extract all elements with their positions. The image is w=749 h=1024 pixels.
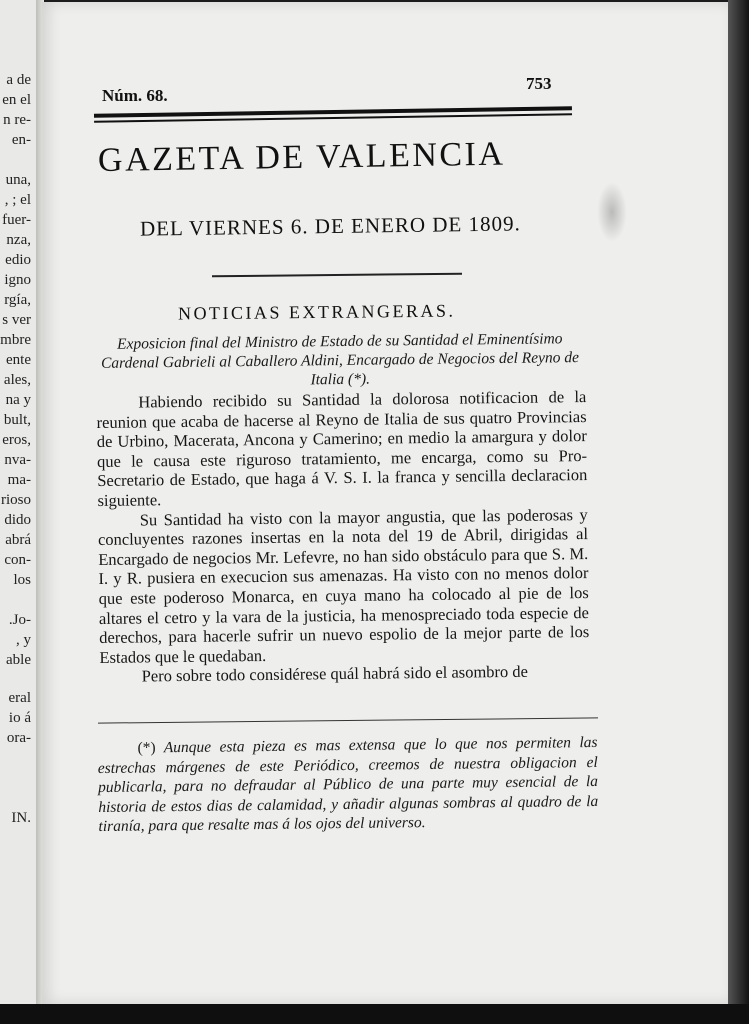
previous-page-text-fragment: ora-: [6, 730, 31, 746]
previous-page-edge: [0, 0, 39, 1012]
previous-page-text-fragment: rgía,: [4, 292, 31, 308]
previous-page-text-fragment: con-: [4, 552, 31, 568]
previous-page-text-fragment: eral: [8, 690, 31, 706]
footnote-text: Aunque esta pieza es mas extensa que lo que nos permiten las estrechas márgenes de este Periódico, creemos de nuestra obligacion el publicarla, para no defraudar al Público de una parte muy esencial de la historia de estos dias de calamidad, y añadir algunas sombras al quadro de la tiranía, para que resalte mas á los ojos del universo.: [97, 733, 599, 836]
newspaper-page: [42, 2, 728, 1004]
footnote: [97, 733, 598, 837]
header-rule: [94, 106, 572, 123]
previous-page-text-fragment: IN.: [11, 810, 31, 826]
previous-page-text-fragment: ente: [6, 352, 31, 368]
section-title: NOTICIAS EXTRANGERAS.: [177, 300, 456, 324]
previous-page-text-fragment: s ver: [2, 312, 31, 328]
scan-border-right: [728, 0, 749, 1024]
previous-page-text-fragment: .Jo-: [8, 612, 31, 628]
issue-number: Núm. 68.: [102, 86, 168, 105]
previous-page-text-fragment: dido: [4, 512, 31, 528]
previous-page-text-fragment: able: [6, 652, 31, 668]
article-body: [96, 387, 590, 687]
previous-page-text-fragment: , ; el: [4, 192, 31, 208]
previous-page-text-fragment: a de: [6, 72, 31, 88]
previous-page-text-fragment: fuer-: [2, 212, 31, 228]
previous-page-text-fragment: bult,: [3, 412, 31, 428]
previous-page-text-fragment: io á: [8, 710, 31, 726]
previous-page-text-fragment: los: [13, 572, 31, 588]
previous-page-text-fragment: eros,: [2, 432, 31, 448]
masthead-title: GAZETA DE VALENCIA: [97, 135, 506, 179]
previous-page-text-fragment: ma-: [7, 472, 31, 488]
masthead-date: DEL VIERNES 6. DE ENERO DE 1809.: [139, 211, 521, 241]
footnote-mark: (*): [137, 739, 156, 757]
date-rule: [212, 273, 462, 278]
previous-page-text-fragment: en el: [2, 92, 31, 108]
previous-page-text-fragment: una,: [5, 172, 31, 188]
article-paragraph: Su Santidad ha visto con la mayor angustia, que las poderosas y concluyentes razones insertas en la nota del 19 de Abril, dirigidas al Encargado de negocios Mr. Lefevre, no han sido obstáculo para que S. M. I. y R. pusiera en execucion sus amenazas. Ha visto con no menos dolor que este poderoso Monarca, en cuya mano ha colocado al pie de los altares el cetro y la vara de la justicia, ha menospreciado toda especie de derechos, para hacerle sufrir un nuevo espolio de la mejor parte de los Estados que le quedaban.: [97, 504, 590, 667]
scan-border-bottom: [0, 1004, 749, 1024]
previous-page-text-fragment: , y: [16, 632, 31, 648]
previous-page-text-fragment: nva-: [4, 452, 31, 468]
previous-page-text-fragment: na y: [5, 392, 31, 408]
paper-stain: [597, 182, 627, 242]
article-paragraph: Pero sobre todo considérese quál habrá sido el asombro de: [141, 662, 529, 686]
previous-page-text-fragment: igno: [4, 272, 31, 288]
article-paragraph: Habiendo recibido su Santidad la dolorosa notificacion de la reunion que acaba de hacerse al Reyno de Italia de sus quatro Provincias de Urbino, Macerata, Ancona y Camerino; en medio la amargura y dolor que le causa este riguroso tratamiento, me encarga, como su Pro-Secretario de Estado, que haga á V. S. I. la franca y sencilla declaracion siguiente.: [96, 387, 588, 510]
previous-page-text-fragment: mbre: [0, 332, 31, 348]
footnote-rule: [98, 717, 598, 723]
article-intro: Exposicion final del Ministro de Estado de su Santidad el Eminentísimo Cardenal Gabrieli al Caballero Aldini, Encargado de Negocios del Reyno de Italia (*).: [100, 330, 580, 389]
page-number: 753: [526, 74, 552, 93]
previous-page-text-fragment: edio: [5, 252, 31, 268]
previous-page-text-fragment: nza,: [6, 232, 31, 248]
previous-page-text-fragment: ales,: [3, 372, 31, 388]
previous-page-text-fragment: n re-: [3, 112, 31, 128]
previous-page-text-fragment: rioso: [1, 492, 31, 508]
previous-page-text-fragment: abrá: [5, 532, 31, 548]
previous-page-text-fragment: en-: [11, 132, 31, 148]
